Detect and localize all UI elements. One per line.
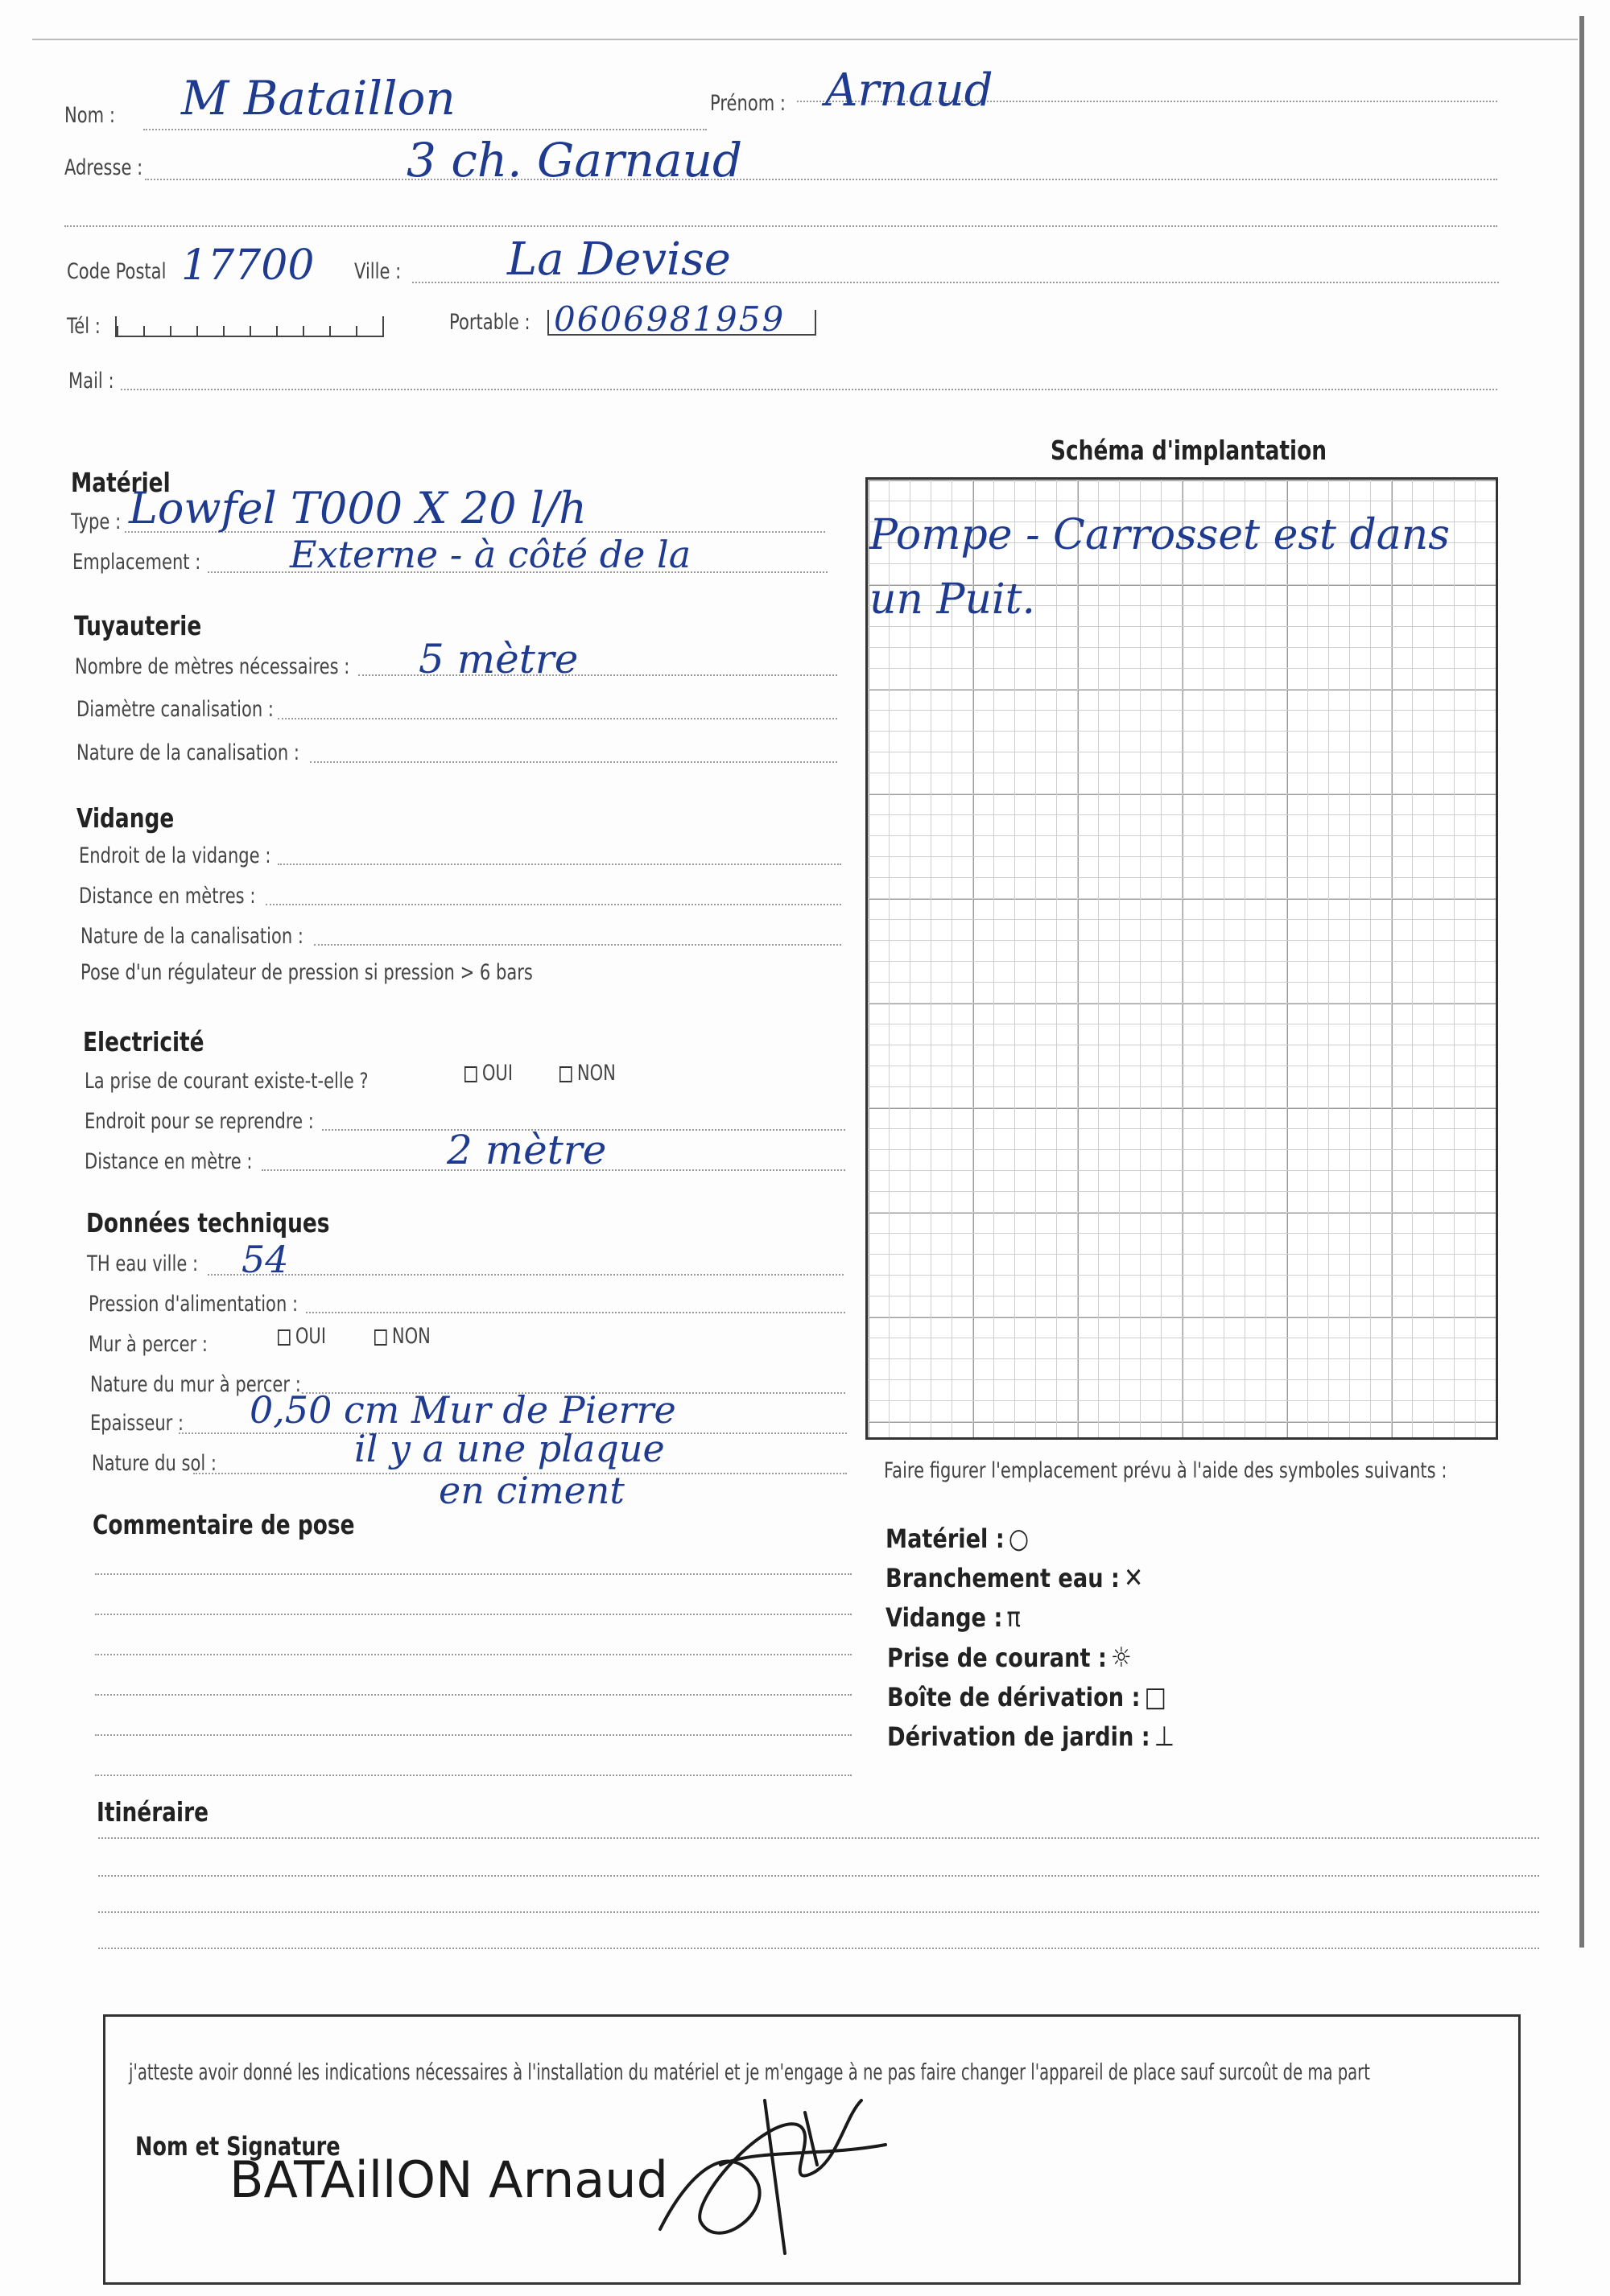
diametre-line[interactable] <box>278 718 837 719</box>
mail-label: Mail : <box>68 369 114 394</box>
schema-title: Schéma d'implantation <box>1051 435 1327 466</box>
up-tack-icon: ⊥ <box>1154 1721 1174 1753</box>
metres-value[interactable]: 5 mètre <box>419 636 579 682</box>
tel-label: Tél : <box>67 314 101 339</box>
nom-line <box>143 129 707 130</box>
commentaire-line-2[interactable] <box>95 1614 852 1615</box>
signature-name[interactable]: BATAillON Arnaud <box>229 2150 668 2209</box>
schema-note-line-2: un Puit. <box>869 575 1036 624</box>
signature-label: Nom et Signature <box>135 2131 341 2162</box>
prise-label: La prise de courant existe-t-elle ? <box>85 1069 369 1094</box>
donnees-heading: Données techniques <box>86 1207 330 1239</box>
commentaire-line-3[interactable] <box>95 1654 852 1655</box>
commentaire-heading: Commentaire de pose <box>93 1509 355 1540</box>
pression-line[interactable] <box>306 1312 845 1313</box>
symbol-materiel-label: Matériel : <box>886 1523 1005 1554</box>
vidange-distance-line[interactable] <box>266 904 841 905</box>
vidange-endroit-label: Endroit de la vidange : <box>79 843 271 868</box>
type-label: Type : <box>71 509 122 534</box>
commentaire-line-6[interactable] <box>95 1775 852 1776</box>
nature-sol-value-2[interactable]: en ciment <box>439 1469 625 1512</box>
symbol-prise <box>887 1642 1132 1674</box>
diametre-label: Diamètre canalisation : <box>76 697 275 722</box>
th-line <box>208 1274 844 1276</box>
elec-distance-value[interactable]: 2 mètre <box>447 1127 607 1173</box>
nature-sol-value[interactable]: il y a une plaque <box>354 1427 665 1470</box>
tuyauterie-heading: Tuyauterie <box>74 610 202 641</box>
pi-icon: π <box>1006 1601 1021 1634</box>
symbol-vidange <box>886 1601 1021 1634</box>
code-postal-label: Code Postal <box>67 259 167 284</box>
symbol-materiel <box>886 1523 1029 1555</box>
code-postal-value[interactable]: 17700 <box>181 241 315 290</box>
epaisseur-value[interactable]: 0,50 cm Mur de Pierre <box>250 1388 676 1432</box>
itineraire-line-1[interactable] <box>98 1837 1539 1839</box>
symbol-branchement-label: Branchement eau : <box>886 1563 1120 1593</box>
mur-non-checkbox[interactable] <box>374 1329 387 1346</box>
mail-line[interactable] <box>121 389 1497 390</box>
nature-sol-label: Nature du sol : <box>92 1451 217 1476</box>
top-rule <box>32 39 1578 40</box>
vidange-nature-line[interactable] <box>314 944 841 946</box>
elec-endroit-label: Endroit pour se reprendre : <box>85 1109 314 1134</box>
elec-distance-label: Distance en mètre : <box>85 1149 253 1174</box>
adresse-value[interactable]: 3 ch. Garnaud <box>407 133 743 188</box>
mur-oui-label: OUI <box>295 1324 327 1349</box>
nature-mur-label: Nature du mur à percer : <box>90 1372 301 1397</box>
schema-note-line-1: Pompe - Carrosset est dans <box>869 511 1450 559</box>
pose-regulateur-label: Pose d'un régulateur de pression si pression > 6 bars <box>80 960 533 985</box>
symbol-vidange-label: Vidange : <box>886 1602 1003 1633</box>
adresse-line <box>145 179 1497 180</box>
mur-label: Mur à percer : <box>89 1332 208 1357</box>
schema-instruction: Faire figurer l'emplacement prévu à l'aide des symboles suivants : <box>884 1458 1447 1483</box>
itineraire-line-4[interactable] <box>98 1948 1539 1949</box>
nature-canalisation-line[interactable] <box>310 761 837 763</box>
itineraire-line-3[interactable] <box>98 1911 1539 1913</box>
electricite-heading: Electricité <box>83 1026 204 1057</box>
commentaire-line-1[interactable] <box>95 1573 852 1575</box>
prise-oui-option[interactable] <box>464 1061 513 1086</box>
symbol-boite <box>887 1681 1166 1713</box>
mur-oui-option[interactable] <box>278 1324 326 1349</box>
th-value[interactable]: 54 <box>242 1238 289 1281</box>
pression-label: Pression d'alimentation : <box>89 1292 299 1317</box>
sun-icon: ☼ <box>1110 1642 1132 1674</box>
prise-non-checkbox[interactable] <box>559 1066 572 1082</box>
symbol-derivation-label: Dérivation de jardin : <box>887 1721 1150 1752</box>
tel-boxes[interactable] <box>115 316 384 337</box>
symbol-boite-label: Boîte de dérivation : <box>887 1682 1141 1713</box>
commentaire-line-5[interactable] <box>95 1734 852 1736</box>
symbol-branchement <box>886 1562 1143 1594</box>
nature-canalisation-label: Nature de la canalisation : <box>76 740 300 765</box>
itineraire-heading: Itinéraire <box>97 1796 208 1828</box>
nom-label: Nom : <box>64 103 115 128</box>
prise-oui-checkbox[interactable] <box>464 1066 477 1082</box>
circle-icon: ○ <box>1008 1523 1030 1555</box>
adresse-label: Adresse : <box>64 155 143 180</box>
metres-label: Nombre de mètres nécessaires : <box>75 654 350 679</box>
ville-label: Ville : <box>354 259 402 284</box>
symbol-derivation <box>887 1721 1174 1753</box>
symbol-prise-label: Prise de courant : <box>887 1643 1107 1673</box>
cross-icon: ✕ <box>1124 1562 1144 1594</box>
prise-non-label: NON <box>576 1061 616 1086</box>
emplacement-value[interactable]: Externe - à côté de la <box>290 533 691 576</box>
ville-value[interactable]: La Devise <box>507 233 731 286</box>
portable-value[interactable]: 0606981959 <box>554 299 786 339</box>
square-icon: □ <box>1144 1681 1166 1713</box>
prise-oui-label: OUI <box>481 1061 514 1086</box>
signature-scribble[interactable] <box>644 2068 902 2277</box>
adresse-line-2 <box>64 225 1497 227</box>
prenom-value[interactable]: Arnaud <box>825 64 993 117</box>
emplacement-label: Emplacement : <box>72 550 201 575</box>
type-value[interactable]: Lowfel T000 X 20 l/h <box>129 483 587 534</box>
nom-value[interactable]: M Bataillon <box>181 71 456 126</box>
attestation-text: j'atteste avoir donné les indications nécessaires à l'installation du matériel et je m'engage à ne pas faire changer l'appareil de place sauf surcoût de ma part <box>129 2059 1370 2085</box>
commentaire-line-4[interactable] <box>95 1694 852 1696</box>
vidange-distance-label: Distance en mètres : <box>79 884 256 909</box>
vidange-endroit-line[interactable] <box>278 864 841 865</box>
materiel-heading: Matériel <box>71 467 171 498</box>
th-label: TH eau ville : <box>87 1251 199 1276</box>
vidange-nature-label: Nature de la canalisation : <box>80 924 304 949</box>
mur-non-label: NON <box>391 1324 431 1349</box>
itineraire-line-2[interactable] <box>98 1875 1539 1877</box>
vidange-heading: Vidange <box>76 802 175 834</box>
portable-label: Portable : <box>449 310 530 335</box>
prise-non-option[interactable] <box>559 1061 616 1086</box>
epaisseur-label: Epaisseur : <box>90 1411 184 1436</box>
mur-non-option[interactable] <box>374 1324 431 1349</box>
page-edge-shadow <box>1579 16 1584 1948</box>
mur-oui-checkbox[interactable] <box>278 1329 291 1346</box>
prenom-label: Prénom : <box>710 91 786 116</box>
